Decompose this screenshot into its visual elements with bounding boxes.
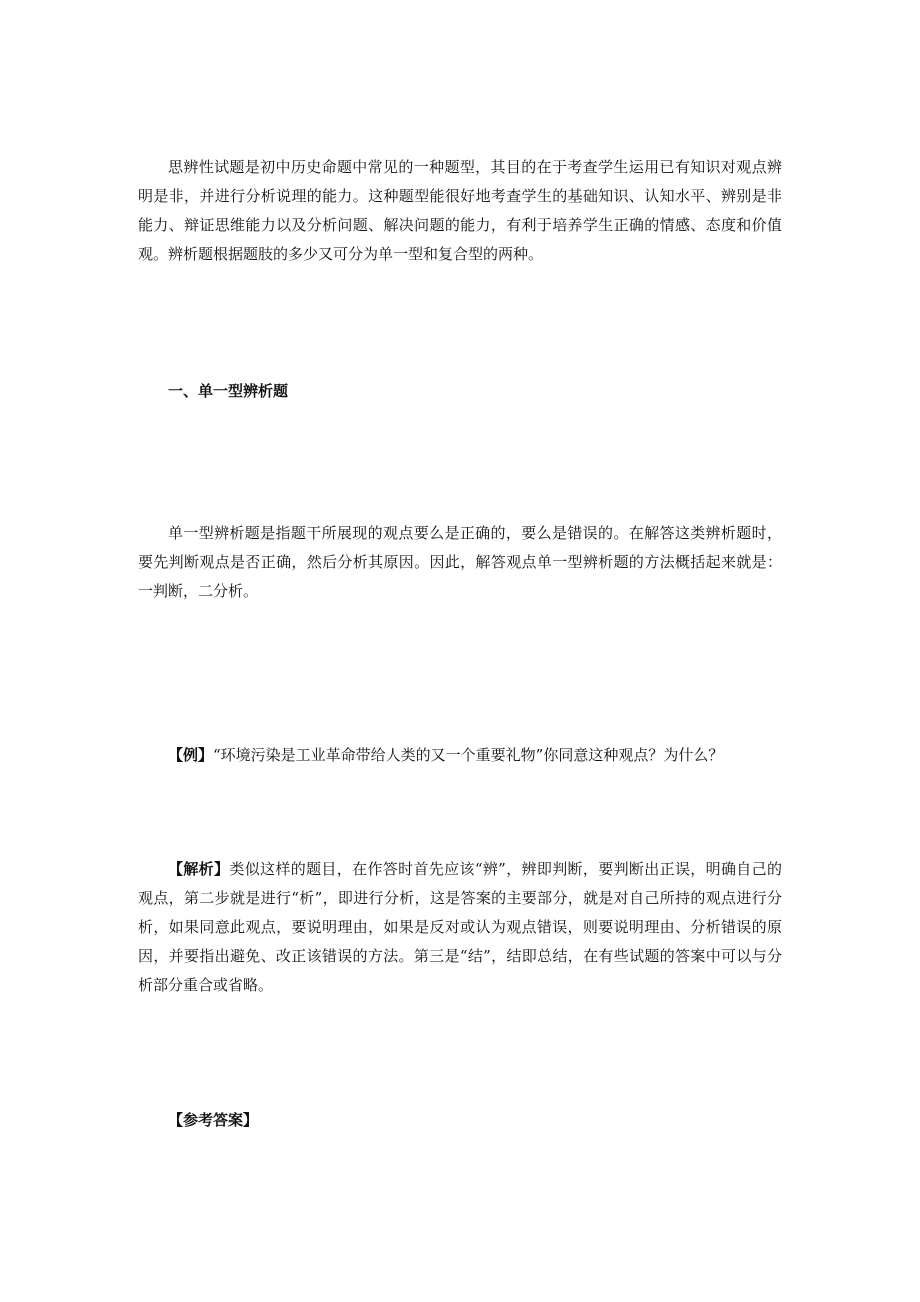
example-tag: 【例】 — [168, 746, 214, 764]
reference-answer-heading: 【参考答案】 — [168, 1111, 259, 1129]
intro-paragraph: 思辨性试题是初中历史命题中常见的一种题型，其目的在于考查学生运用已有知识对观点辨明是非，并进行分析说理的能力。这种题型能很好地考查学生的基础知识、认知水平、辨别是非能力、辩证思维能力以及分析问题、解决问题的能力，有利于培养学生正确的情感、态度和价值观。辨析题根据题肢的多少又可分为单一型和复合型的两种。 — [138, 158, 782, 263]
section-heading-single-type: 一、单一型辨析题 — [168, 382, 289, 400]
analysis-text: 类似这样的题目，在作答时首先应该“辨”，辨即判断，要判断出正误，明确自己的观点，第二步就是进行“析”，即进行分析，这是答案的主要部分，就是对自己所持的观点进行分析，如果同意此观点，要说明理由，如果是反对或认为观点错误，则要说明理由、分析错误的原因，并要指出避免、改正该错误的方法。第三是“结”，结即总结，在有些试题的答案中可以与分析部分重合或省略。 — [138, 860, 782, 994]
analysis-paragraph — [138, 855, 782, 1000]
single-type-paragraph: 单一型辨析题是指题干所展现的观点要么是正确的，要么是错误的。在解答这类辨析题时，要先判断观点是否正确，然后分析其原因。因此，解答观点单一型辨析题的方法概括起来就是：一判断，二分析。 — [138, 524, 782, 600]
analysis-tag: 【解析】 — [168, 860, 230, 878]
example-question-text: “环境污染是工业革命带给人类的又一个重要礼物”你同意这种观点？为什么？ — [213, 746, 724, 764]
example-question — [168, 741, 788, 770]
